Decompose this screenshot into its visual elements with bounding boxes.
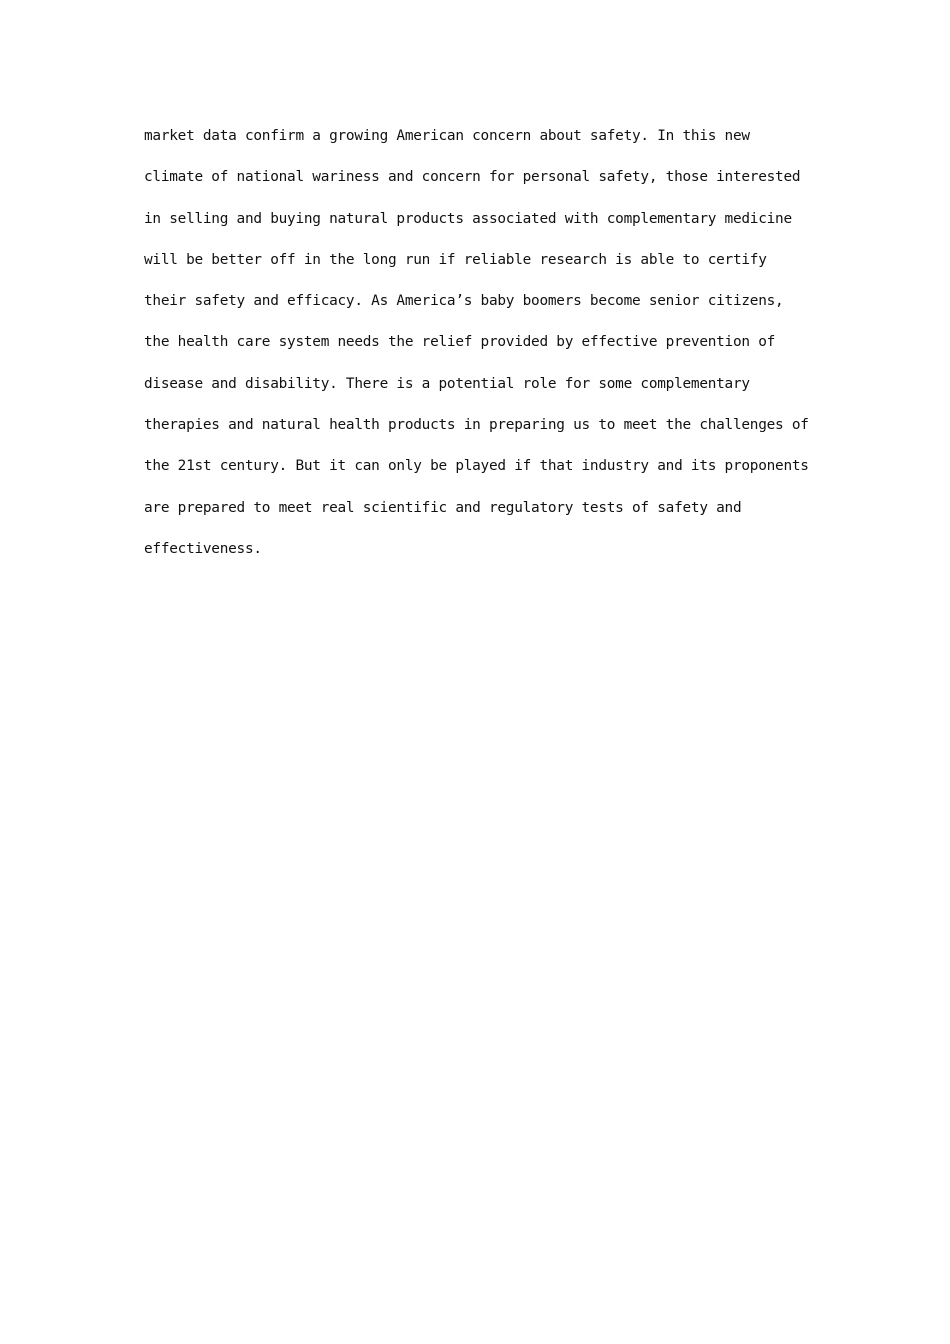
paragraph-line-4: will be better off in the long run if reliable research is able to certify: [144, 251, 767, 268]
body-paragraph: [144, 116, 824, 570]
paragraph-line-8: therapies and natural health products in preparing us to meet the challenges of: [144, 417, 809, 434]
paragraph-line-6: the health care system needs the relief provided by effective prevention of: [144, 334, 776, 351]
paragraph-line-10: are prepared to meet real scientific and regulatory tests of safety and: [144, 499, 742, 516]
paragraph-line-2: climate of national wariness and concern for personal safety, those interested: [144, 169, 801, 186]
paragraph-line-3: in selling and buying natural products associated with complementary medicine: [144, 210, 792, 227]
paragraph-line-5: their safety and efficacy. As America’s baby boomers become senior citizens,: [144, 293, 784, 310]
paragraph-line-9: the 21st century. But it can only be played if that industry and its proponents: [144, 458, 809, 475]
paragraph-line-7: disease and disability. There is a potential role for some complementary: [144, 375, 750, 392]
paragraph-line-1: market data confirm a growing American concern about safety. In this new: [144, 128, 750, 144]
paragraph-line-11: effectiveness.: [144, 540, 262, 557]
